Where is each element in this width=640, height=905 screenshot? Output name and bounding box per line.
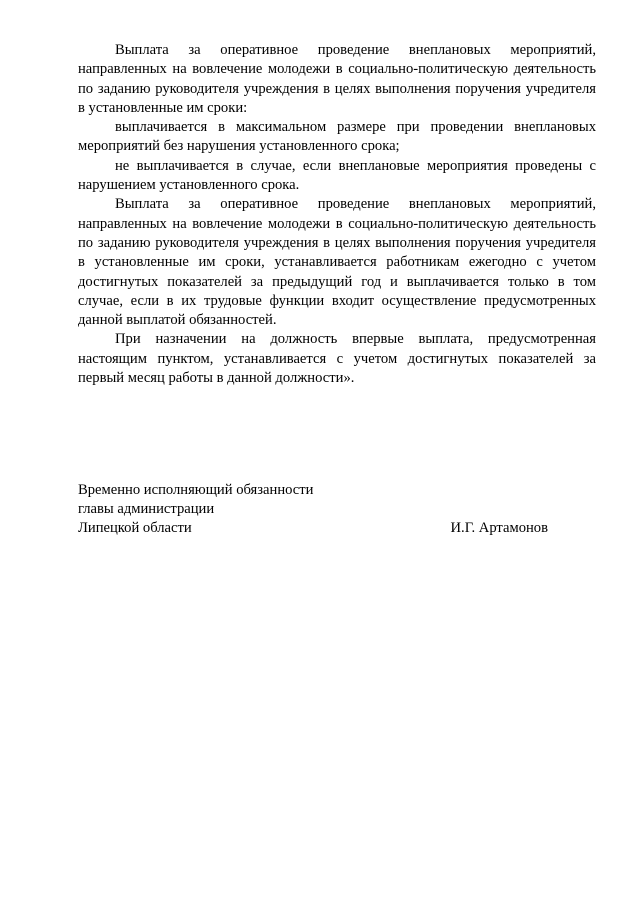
signer-region: Липецкой области bbox=[78, 520, 192, 536]
signer-position-line: главы администрации bbox=[78, 501, 215, 517]
paragraph: Выплата за оперативное проведение внеплановых мероприятий, направленных на вовлечение молодежи в социально-политическую деятельность по заданию руководителя учреждения в целях выполнения поручения учредителя в установленные им сроки: bbox=[78, 42, 596, 116]
signature-row bbox=[78, 519, 548, 538]
paragraph: не выплачивается в случае, если внеплановые мероприятия проведены с нарушением установленного срока. bbox=[78, 157, 596, 194]
signer-name: И.Г. Артамонов bbox=[450, 520, 548, 536]
signature-block bbox=[78, 481, 548, 538]
signer-position-line: Временно исполняющий обязанности bbox=[78, 482, 314, 498]
paragraph: При назначении на должность впервые выплата, предусмотренная настоящим пунктом, устанавливается с учетом достигнутых показателей за первый месяц работы в данной должности». bbox=[78, 331, 596, 387]
paragraph: Выплата за оперативное проведение внеплановых мероприятий, направленных на вовлечение молодежи в социально-политическую деятельность по заданию руководителя учреждения в целях выполнения поручения учредителя в установленные им сроки, устанавливается работникам ежегодно с учетом достигнутых показателей за предыдущий год и выплачивается только в том случае, если в их трудовые функции входит осуществление предусмотренных данной выплатой обязанностей. bbox=[78, 196, 596, 329]
paragraph: выплачивается в максимальном размере при проведении внеплановых мероприятий без нарушения установленного срока; bbox=[78, 119, 596, 155]
document-body bbox=[78, 41, 596, 388]
